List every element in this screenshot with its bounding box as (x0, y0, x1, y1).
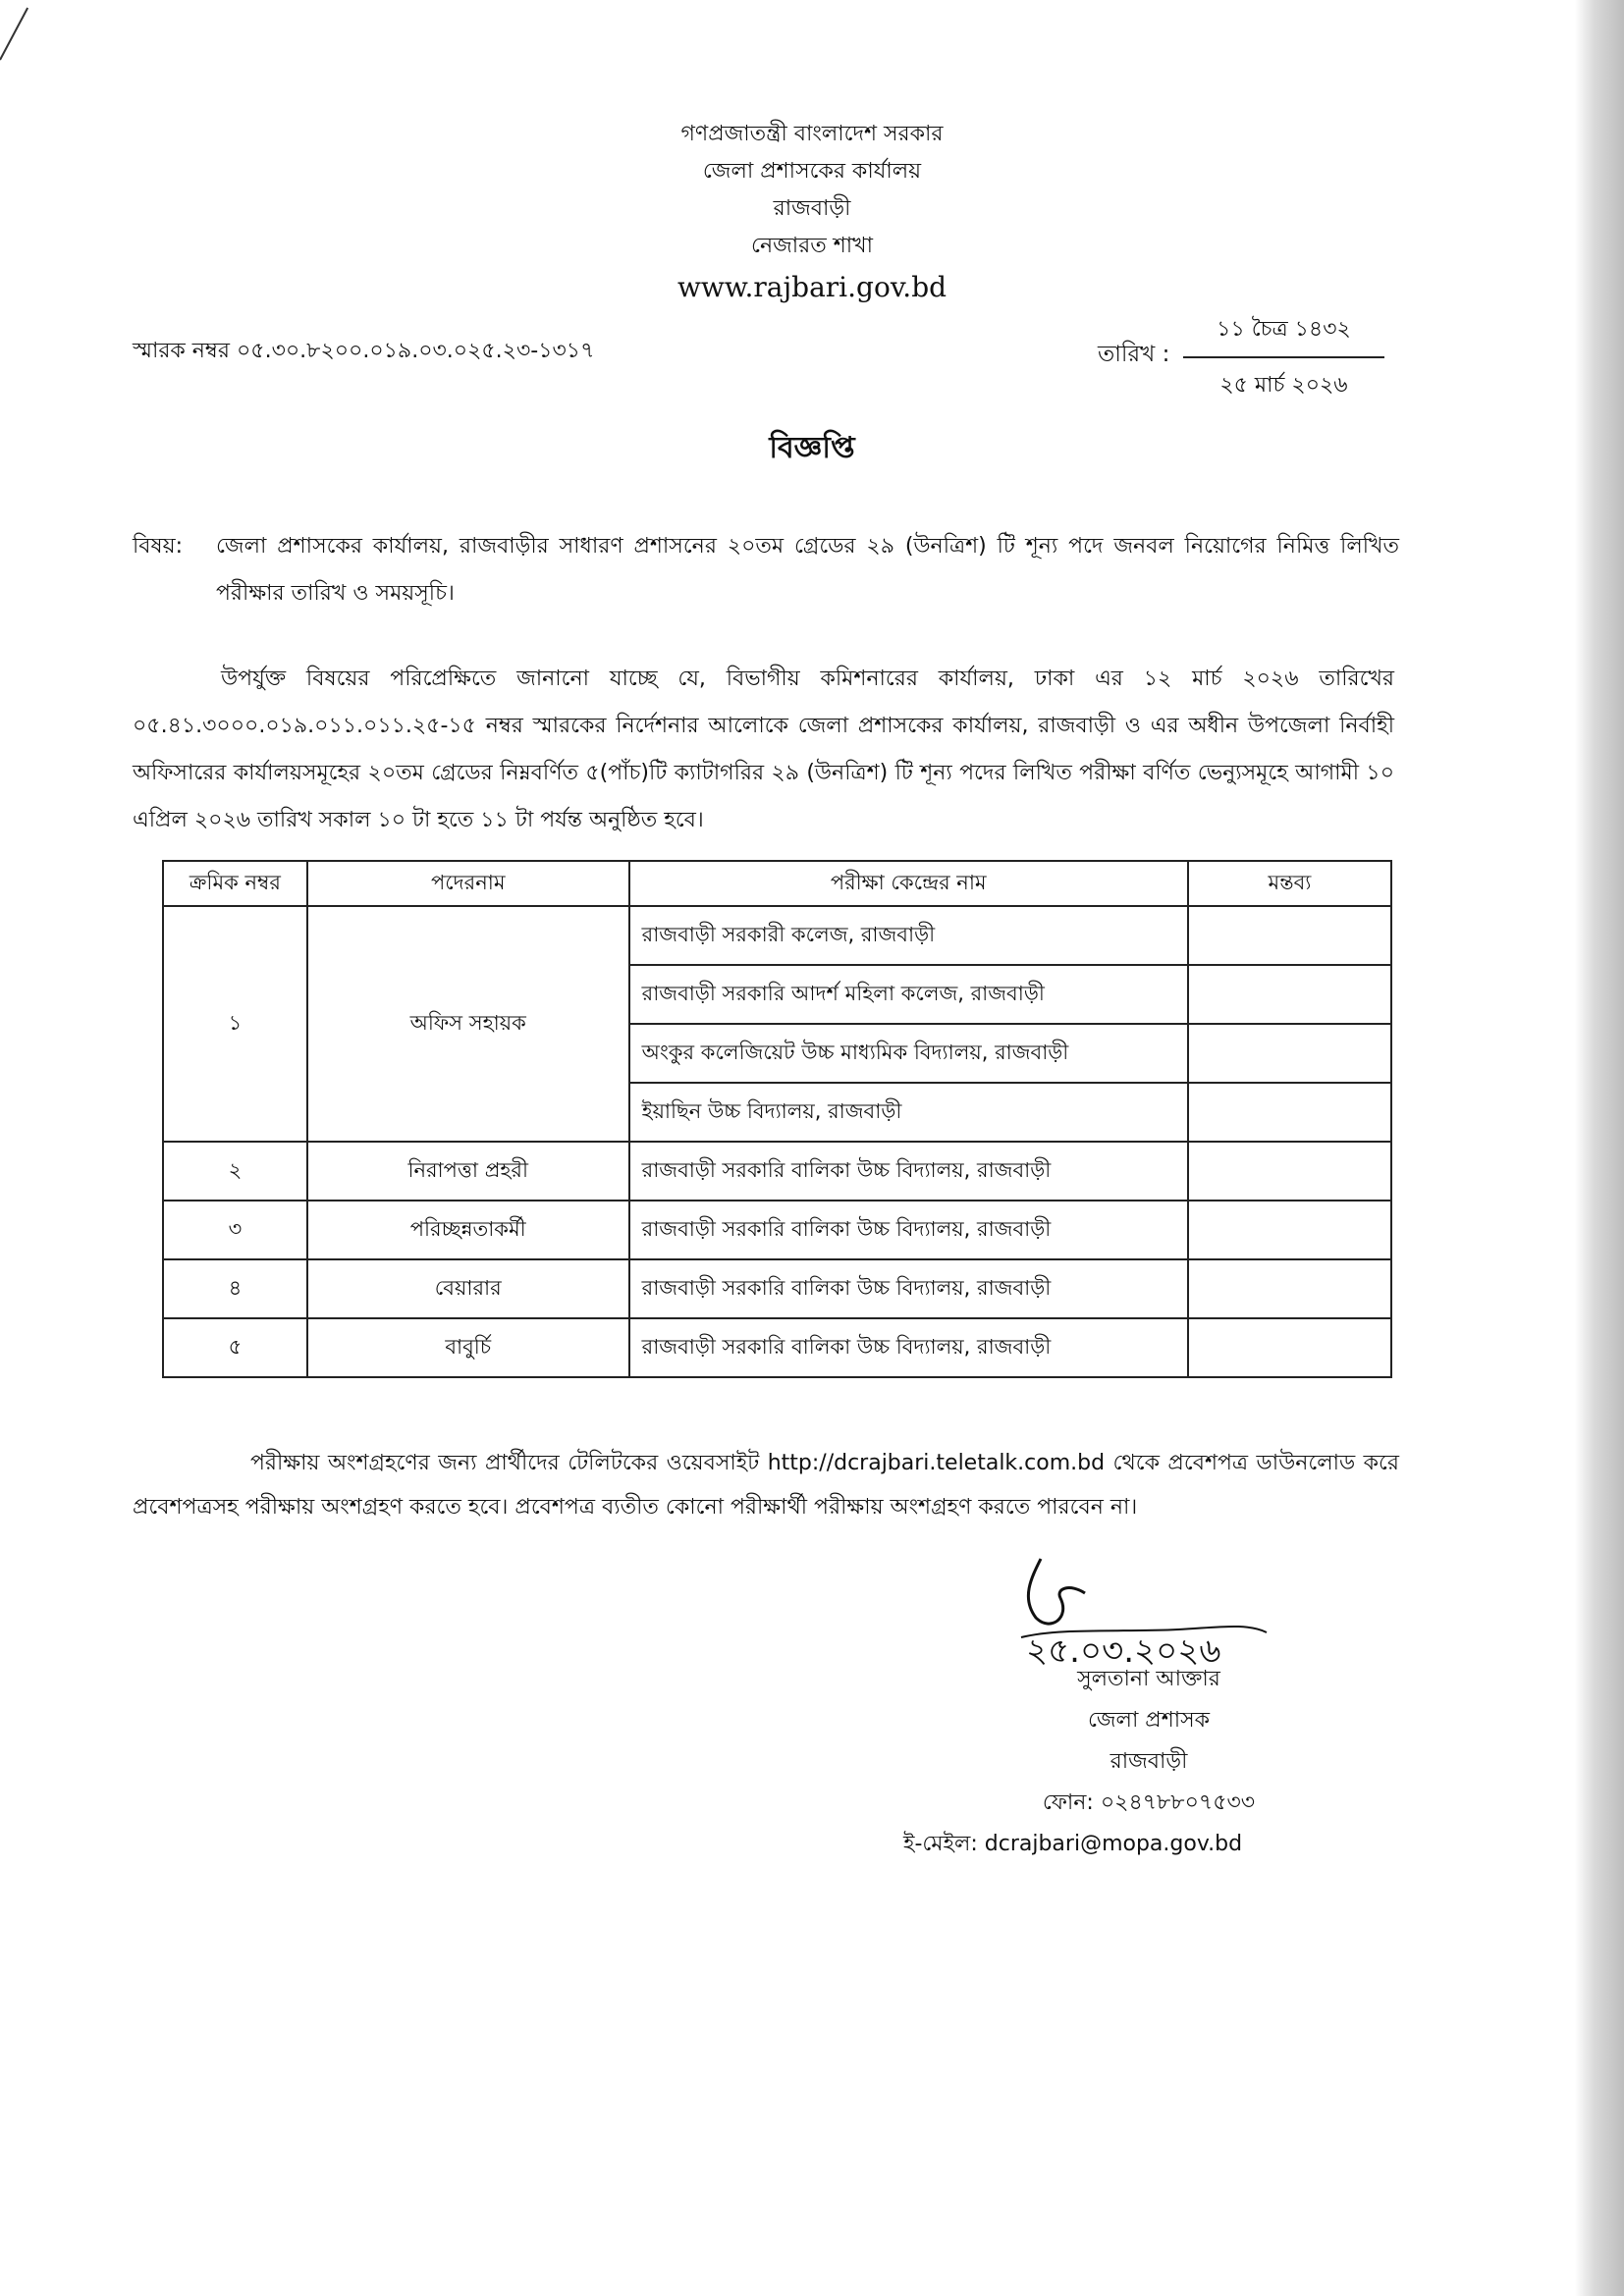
subject-block (133, 523, 1399, 617)
office-name: জেলা প্রশাসকের কার্যালয় (702, 159, 922, 184)
signatory-block (903, 1659, 1394, 1865)
serial-cell: ৩ (163, 1201, 307, 1259)
signatory-name: সুলতানা আক্তার (1077, 1667, 1220, 1691)
branch-name: নেজারত শাখা (751, 234, 873, 258)
scanned-page-edge (1575, 0, 1624, 2296)
remarks-cell (1188, 1083, 1391, 1142)
table-row (163, 1259, 1391, 1318)
signatory-phone: ফোন: ০২৪৭৮৮০৭৫৩৩ (1042, 1790, 1256, 1815)
remarks-cell (1188, 1259, 1391, 1318)
signatory-district: রাজবাড়ী (1110, 1749, 1188, 1774)
table-row (163, 1142, 1391, 1201)
remarks-cell (1188, 1318, 1391, 1377)
remarks-cell (1188, 965, 1391, 1024)
remarks-cell (1188, 906, 1391, 965)
post-cell: বাবুর্চি (307, 1318, 629, 1377)
scan-corner-mark (0, 8, 28, 61)
subject-text: জেলা প্রশাসকের কার্যালয়, রাজবাড়ীর সাধারণ প্রশাসনের ২০তম গ্রেডের ২৯ (উনত্রিশ) টি শূন্য পদে জনবল নিয়োগের নিমিত্ত লিখিত পরীক্ষার তারিখ ও সময়সূচি। (216, 534, 1399, 606)
post-cell: বেয়ারার (307, 1259, 629, 1318)
signatory-designation: জেলা প্রশাসক (1087, 1708, 1211, 1733)
body-paragraph: উপর্যুক্ত বিষয়ের পরিপ্রেক্ষিতে জানানো যাচ্ছে যে, বিভাগীয় কমিশনারের কার্যালয়, ঢাকা এর ১২ মার্চ ২০২৬ তারিখের ০৫.৪১.৩০০০.০১৯.০১১.০১১.২৫-১৫ নম্বর স্মারকের নির্দেশনার আলোকে জেলা প্রশাসকের কার্যালয়, রাজবাড়ী ও এর অধীন উপজেলা নির্বাহী অফিসারের কার্যালয়সমূহের ২০তম গ্রেডের নিম্নবর্ণিত ৫(পাঁচ)টি ক্যাটাগরির ২৯ (উনত্রিশ) টি শূন্য পদের লিখিত পরীক্ষা বর্ণিত ভেন্যুসমূহে আগামী ১০ এপ্রিল ২০২৬ তারিখ সকাল ১০ টা হতে ১১ টা পর্যন্ত অনুষ্ঠিত হবে। (133, 667, 1394, 832)
remarks-cell (1188, 1024, 1391, 1083)
district-name: রাজবাড়ী (773, 196, 851, 221)
header-center: পরীক্ষা কেন্দ্রের নাম (629, 861, 1188, 906)
center-cell: অংকুর কলেজিয়েট উচ্চ মাধ্যমিক বিদ্যালয়, রাজবাড়ী (629, 1024, 1188, 1083)
post-cell: অফিস সহায়ক (307, 906, 629, 1142)
handwritten-signature (1001, 1539, 1296, 1677)
date-english: ২৫ মার্চ ২০২৬ (1219, 373, 1348, 398)
table-row (163, 1318, 1391, 1377)
center-cell: ইয়াছিন উচ্চ বিদ্যালয়, রাজবাড়ী (629, 1083, 1188, 1142)
serial-cell: ৪ (163, 1259, 307, 1318)
date-box (1183, 312, 1384, 404)
letterhead (0, 116, 1624, 306)
post-cell: নিরাপত্তা প্রহরী (307, 1142, 629, 1201)
admit-card-instructions: পরীক্ষায় অংশগ্রহণের জন্য প্রার্থীদের টেলিটকের ওয়েবসাইট http://dcrajbari.teletalk.com.bd থেকে প্রবেশপত্র ডাউনলোড করে প্রবেশপত্রসহ পরীক্ষায় অংশগ্রহণ করতে হবে। প্রবেশপত্র ব্যতীত কোনো পরীক্ষার্থী পরীক্ষায় অংশগ্রহণ করতে পারবেন না। (133, 1451, 1399, 1520)
center-cell: রাজবাড়ী সরকারি বালিকা উচ্চ বিদ্যালয়, রাজবাড়ী (629, 1142, 1188, 1201)
center-cell: রাজবাড়ী সরকারি বালিকা উচ্চ বিদ্যালয়, রাজবাড়ী (629, 1259, 1188, 1318)
header-serial: ক্রমিক নম্বর (163, 861, 307, 906)
date-bangla: ১১ চৈত্র ১৪৩২ (1183, 312, 1384, 358)
memo-number: স্মারক নম্বর ০৫.৩০.৮২০০.০১৯.০৩.০২৫.২৩-১৩১৭ (133, 339, 595, 363)
table-row (163, 906, 1391, 965)
table-header-row (163, 861, 1391, 906)
header-post: পদেরনাম (307, 861, 629, 906)
post-cell: পরিচ্ছন্নতাকর্মী (307, 1201, 629, 1259)
table-row (163, 1201, 1391, 1259)
govt-name: গণপ্রজাতন্ত্রী বাংলাদেশ সরকার (680, 122, 944, 146)
remarks-cell (1188, 1201, 1391, 1259)
signatory-email[interactable]: ই-মেইল: dcrajbari@mopa.gov.bd (903, 1832, 1243, 1856)
center-cell: রাজবাড়ী সরকারী কলেজ, রাজবাড়ী (629, 906, 1188, 965)
website-link[interactable]: www.rajbari.gov.bd (677, 271, 947, 303)
serial-cell: ৫ (163, 1318, 307, 1377)
header-remarks: মন্তব্য (1188, 861, 1391, 906)
subject-label: বিষয়: (133, 534, 184, 559)
serial-cell: ১ (163, 906, 307, 1142)
center-cell: রাজবাড়ী সরকারি বালিকা উচ্চ বিদ্যালয়, রাজবাড়ী (629, 1318, 1188, 1377)
center-cell: রাজবাড়ী সরকারি আদর্শ মহিলা কলেজ, রাজবাড়ী (629, 965, 1188, 1024)
serial-cell: ২ (163, 1142, 307, 1201)
date-label: তারিখ : (1098, 342, 1170, 367)
exam-schedule-table (162, 860, 1392, 1378)
notice-title: বিজ্ঞপ্তি (769, 431, 855, 465)
signature-date: ২৫.০৩.২০২৬ (1026, 1631, 1221, 1671)
remarks-cell (1188, 1142, 1391, 1201)
center-cell: রাজবাড়ী সরকারি বালিকা উচ্চ বিদ্যালয়, রাজবাড়ী (629, 1201, 1188, 1259)
